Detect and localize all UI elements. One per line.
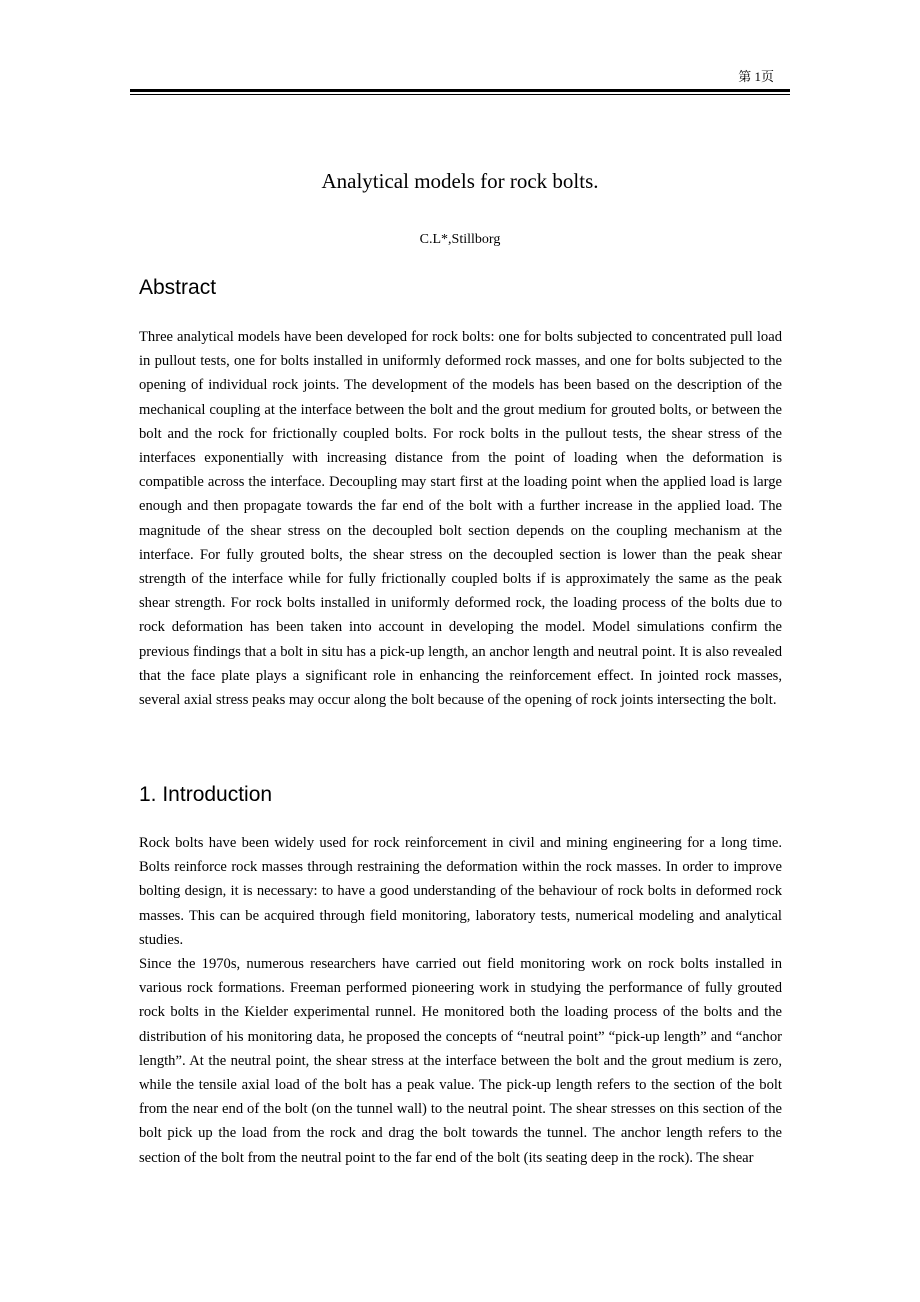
page-number: 第 1页 xyxy=(738,69,774,84)
introduction-heading: 1. Introduction xyxy=(139,783,273,806)
introduction-paragraph-1: Rock bolts have been widely used for rock reinforcement in civil and mining engineering for a long time. Bolts reinforce rock masses through restraining the deformation within the rock masses. In order to improve bolting design, it is necessary: to have a good understanding of the behaviour of rock bolts in deformed rock masses. This can be acquired through field monitoring, laboratory tests, numerical modeling and analytical studies. xyxy=(139,835,782,948)
abstract-text: Three analytical models have been developed for rock bolts: one for bolts subjected to concentrated pull load in pullout tests, one for bolts installed in uniformly deformed rock masses, and one for bolts subjected to the opening of individual rock joints. The development of the models has been based on the description of the mechanical coupling at the interface between the bolt and the grout medium for grouted bolts, or between the bolt and the rock for frictionally coupled bolts. For rock bolts in the pullout tests, the shear stress of the interfaces exponentially with increasing distance from the point of loading when the deformation is compatible across the interface. Decoupling may start first at the loading point when the applied load is large enough and then propagate towards the far end of the bolt with a further increase in the applied load. The magnitude of the shear stress on the decoupled bolt section depends on the coupling mechanism at the interface. For fully grouted bolts, the shear stress on the decoupled section is lower than the peak shear strength of the interface while for fully frictionally coupled bolts if is approximately the same as the peak shear strength. For rock bolts installed in uniformly deformed rock, the loading process of the bolts due to rock deformation has been taken into account in developing the model. Model simulations confirm the previous findings that a bolt in situ has a pick-up length, an anchor length and neutral point. It is also revealed that the face plate plays a significant role in enhancing the reinforcement effect. In jointed rock masses, several axial stress peaks may occur along the bolt because of the opening of rock joints intersecting the bolt. xyxy=(139,329,782,709)
introduction-paragraph-2: Since the 1970s, numerous researchers have carried out field monitoring work on rock bolts installed in various rock formations. Freeman performed pioneering work in studying the performance of fully grouted rock bolts in the Kielder experimental runnel. He monitored both the loading process of the bolts and the distribution of his monitoring data, he proposed the concepts of “neutral point” “pick-up length” and “anchor length”. At the neutral point, the shear stress at the interface between the bolt and the grout medium is zero, while the tensile axial load of the bolt has a peak value. The pick-up length refers to the section of the bolt from the near end of the bolt (on the tunnel wall) to the neutral point. The shear stresses on this section of the bolt pick up the load from the rock and drag the bolt towards the tunnel. The anchor length refers to the section of the bolt from the neutral point to the far end of the bolt (its seating deep in the rock). The shear xyxy=(139,956,782,1166)
header-rule-thin xyxy=(130,94,790,95)
paper-title: Analytical models for rock bolts. xyxy=(321,169,599,193)
abstract-heading: Abstract xyxy=(139,276,217,299)
paper-authors: C.L*,Stillborg xyxy=(419,232,501,247)
header-rule-thick xyxy=(130,89,790,92)
